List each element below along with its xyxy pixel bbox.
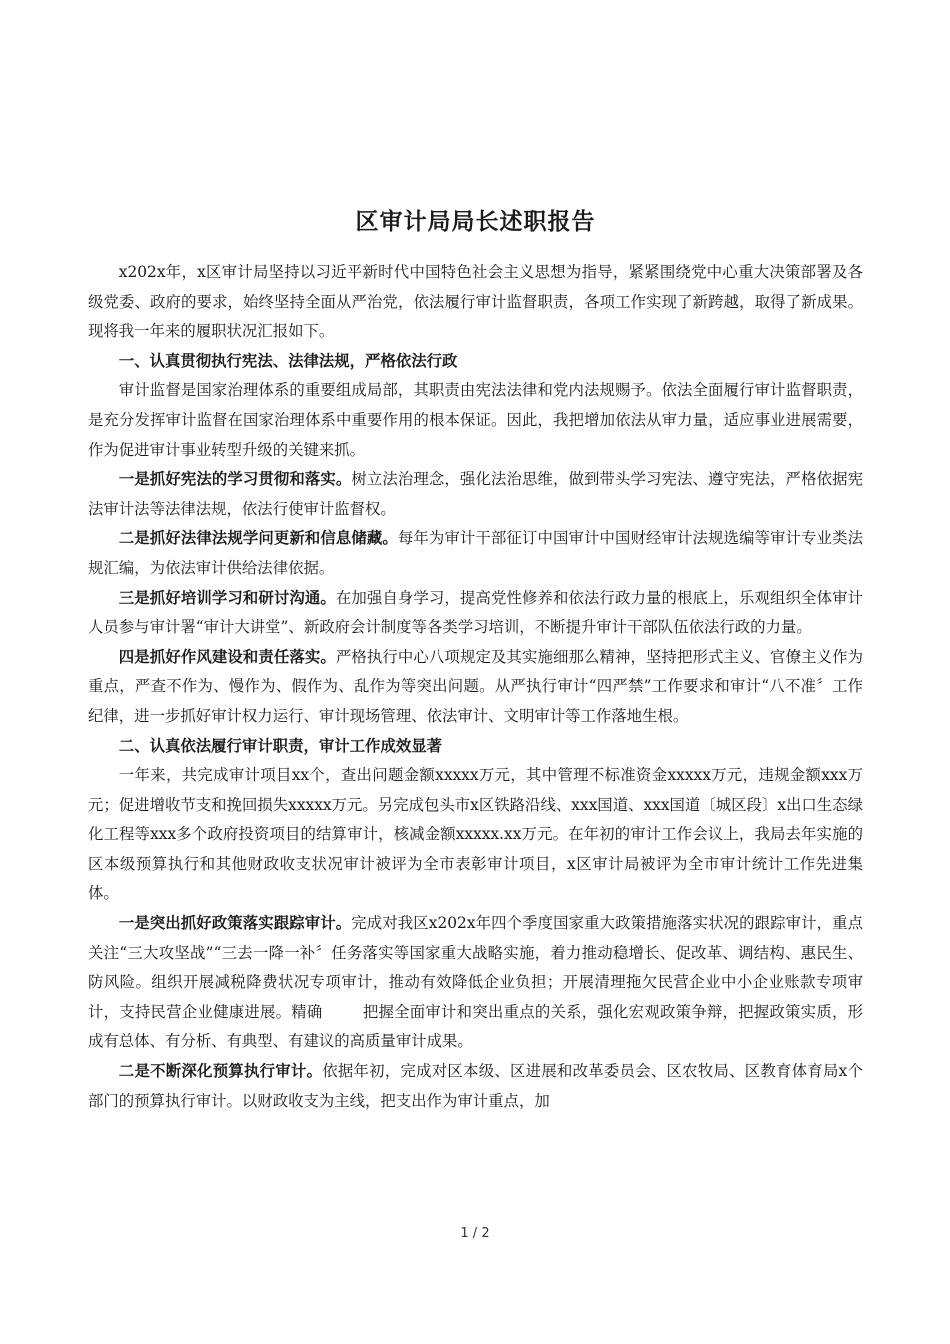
section-2-heading: 二、认真依法履行审计职责，审计工作成效显著 [118, 736, 443, 755]
item-text: 依据年初，完成对区本级、区进展和改革委员会、区农牧局、区教育体育局x个部门的预算执行审计。以财政收支为主线，把支出作为审计重点，加 [88, 1062, 863, 1110]
item-lead: 四是抓好作风建设和责任落实。 [118, 647, 336, 666]
section-2-item-1 [88, 909, 863, 1057]
page-title: 区审计局局长述职报告 [355, 208, 596, 235]
item-text: 完成对我区x202x年四个季度国家重大政策措施落实状况的跟踪审计，重点关注“三大攻坚战”“三去一降一补〞任务落实等国家重大战略实施，着力推动稳增长、促改革、调结构、惠民生、防风险。组织开展减税降费状况专项审计，推动有效降低企业负担；开展清理拖欠民营企业中小企业账款专项审计，支持民营企业健康进展。精确 [88, 914, 863, 1021]
intro-paragraph: x202x年，x区审计局坚持以习近平新时代中国特色社会主义思想为指导，紧紧围绕党中心重大决策部署及各级党委、政府的要求，始终坚持全面从严治党，依法履行审计监督职责，各项工作实现了新跨越，取得了新成果。现将我一年来的履职状况汇报如下。 [88, 263, 863, 341]
section-2-item-2 [88, 1057, 863, 1116]
item-lead: 三是抓好培训学习和研讨沟通。 [118, 588, 336, 607]
section-1-paragraph: 审计监督是国家治理体系的重要组成局部，其职责由宪法法律和党内法规赐予。依法全面履行审计监督职责，是充分发挥审计监督在国家治理体系中重要作用的根本保证。因此，我把增加依法从审力量，适应事业进展需要，作为促进审计事业转型升级的关键来抓。 [88, 381, 863, 459]
item-lead: 二是抓好法律法规学问更新和信息储藏。 [118, 529, 398, 548]
document-body [88, 258, 863, 1116]
section-2-paragraph: 一年来，共完成审计项目xx个，查出问题金额xxxxx万元，其中管理不标准资金xxxxx万元，违规金额xxx万元；促进增收节支和挽回损失xxxxx万元。另完成包头市x区铁路沿线、xxx国道、xxx国道〔城区段〕x出口生态绿化工程等xxx多个政府投资项目的结算审计，核减金额xxxxx.xx万元。在年初的审计工作会议上，我局去年实施的区本级预算执行和其他财政收支状况审计被评为全市表彰审计项目，x区审计局被评为全市审计统计工作先进集体。 [88, 766, 863, 903]
section-1-item-1 [88, 465, 863, 524]
item-text: 严格执行中心八项规定及其实施细那么精神，坚持把形式主义、官僚主义作为重点，严查不作为、慢作为、假作为、乱作为等突出问题。从严执行审计“四严禁”工作要求和审计“八不准〞工作纪律，进一步抓好审计权力运行、审计现场管理、依法审计、文明审计等工作落地生根。 [88, 647, 863, 725]
section-1-item-2 [88, 524, 863, 583]
item-lead: 一是突出抓好政策落实跟踪审计。 [118, 914, 352, 933]
item-text: 每年为审计干部征订中国审计中国财经审计法规选编等审计专业类法规汇编，为依法审计供给法律依据。 [88, 529, 863, 577]
item-text-continued: 把握全面审计和突出重点的关系，强化宏观政策争辩，把握政策实质，形成有总体、有分析、有典型、有建议的高质量审计成果。 [88, 1002, 863, 1051]
item-text: 在加强自身学习，提高党性修养和依法行政力量的根底上，乐观组织全体审计人员参与审计署“审计大讲堂”、新政府会计制度等各类学习培训，不断提升审计干部队伍依法行政的力量。 [88, 588, 863, 637]
item-lead: 一是抓好宪法的学习贯彻和落实。 [118, 470, 352, 489]
item-text: 树立法治理念，强化法治思维，做到带头学习宪法、遵守宪法，严格依据宪法审计法等法律法规，依法行使审计监督权。 [88, 470, 863, 518]
section-1-item-3 [88, 584, 863, 643]
page-number: 1 / 2 [460, 1226, 490, 1241]
section-1-heading: 一、认真贯彻执行宪法、法律法规，严格依法行政 [118, 351, 458, 370]
section-1-item-4 [88, 643, 863, 732]
item-lead: 二是不断深化预算执行审计。 [118, 1062, 323, 1081]
